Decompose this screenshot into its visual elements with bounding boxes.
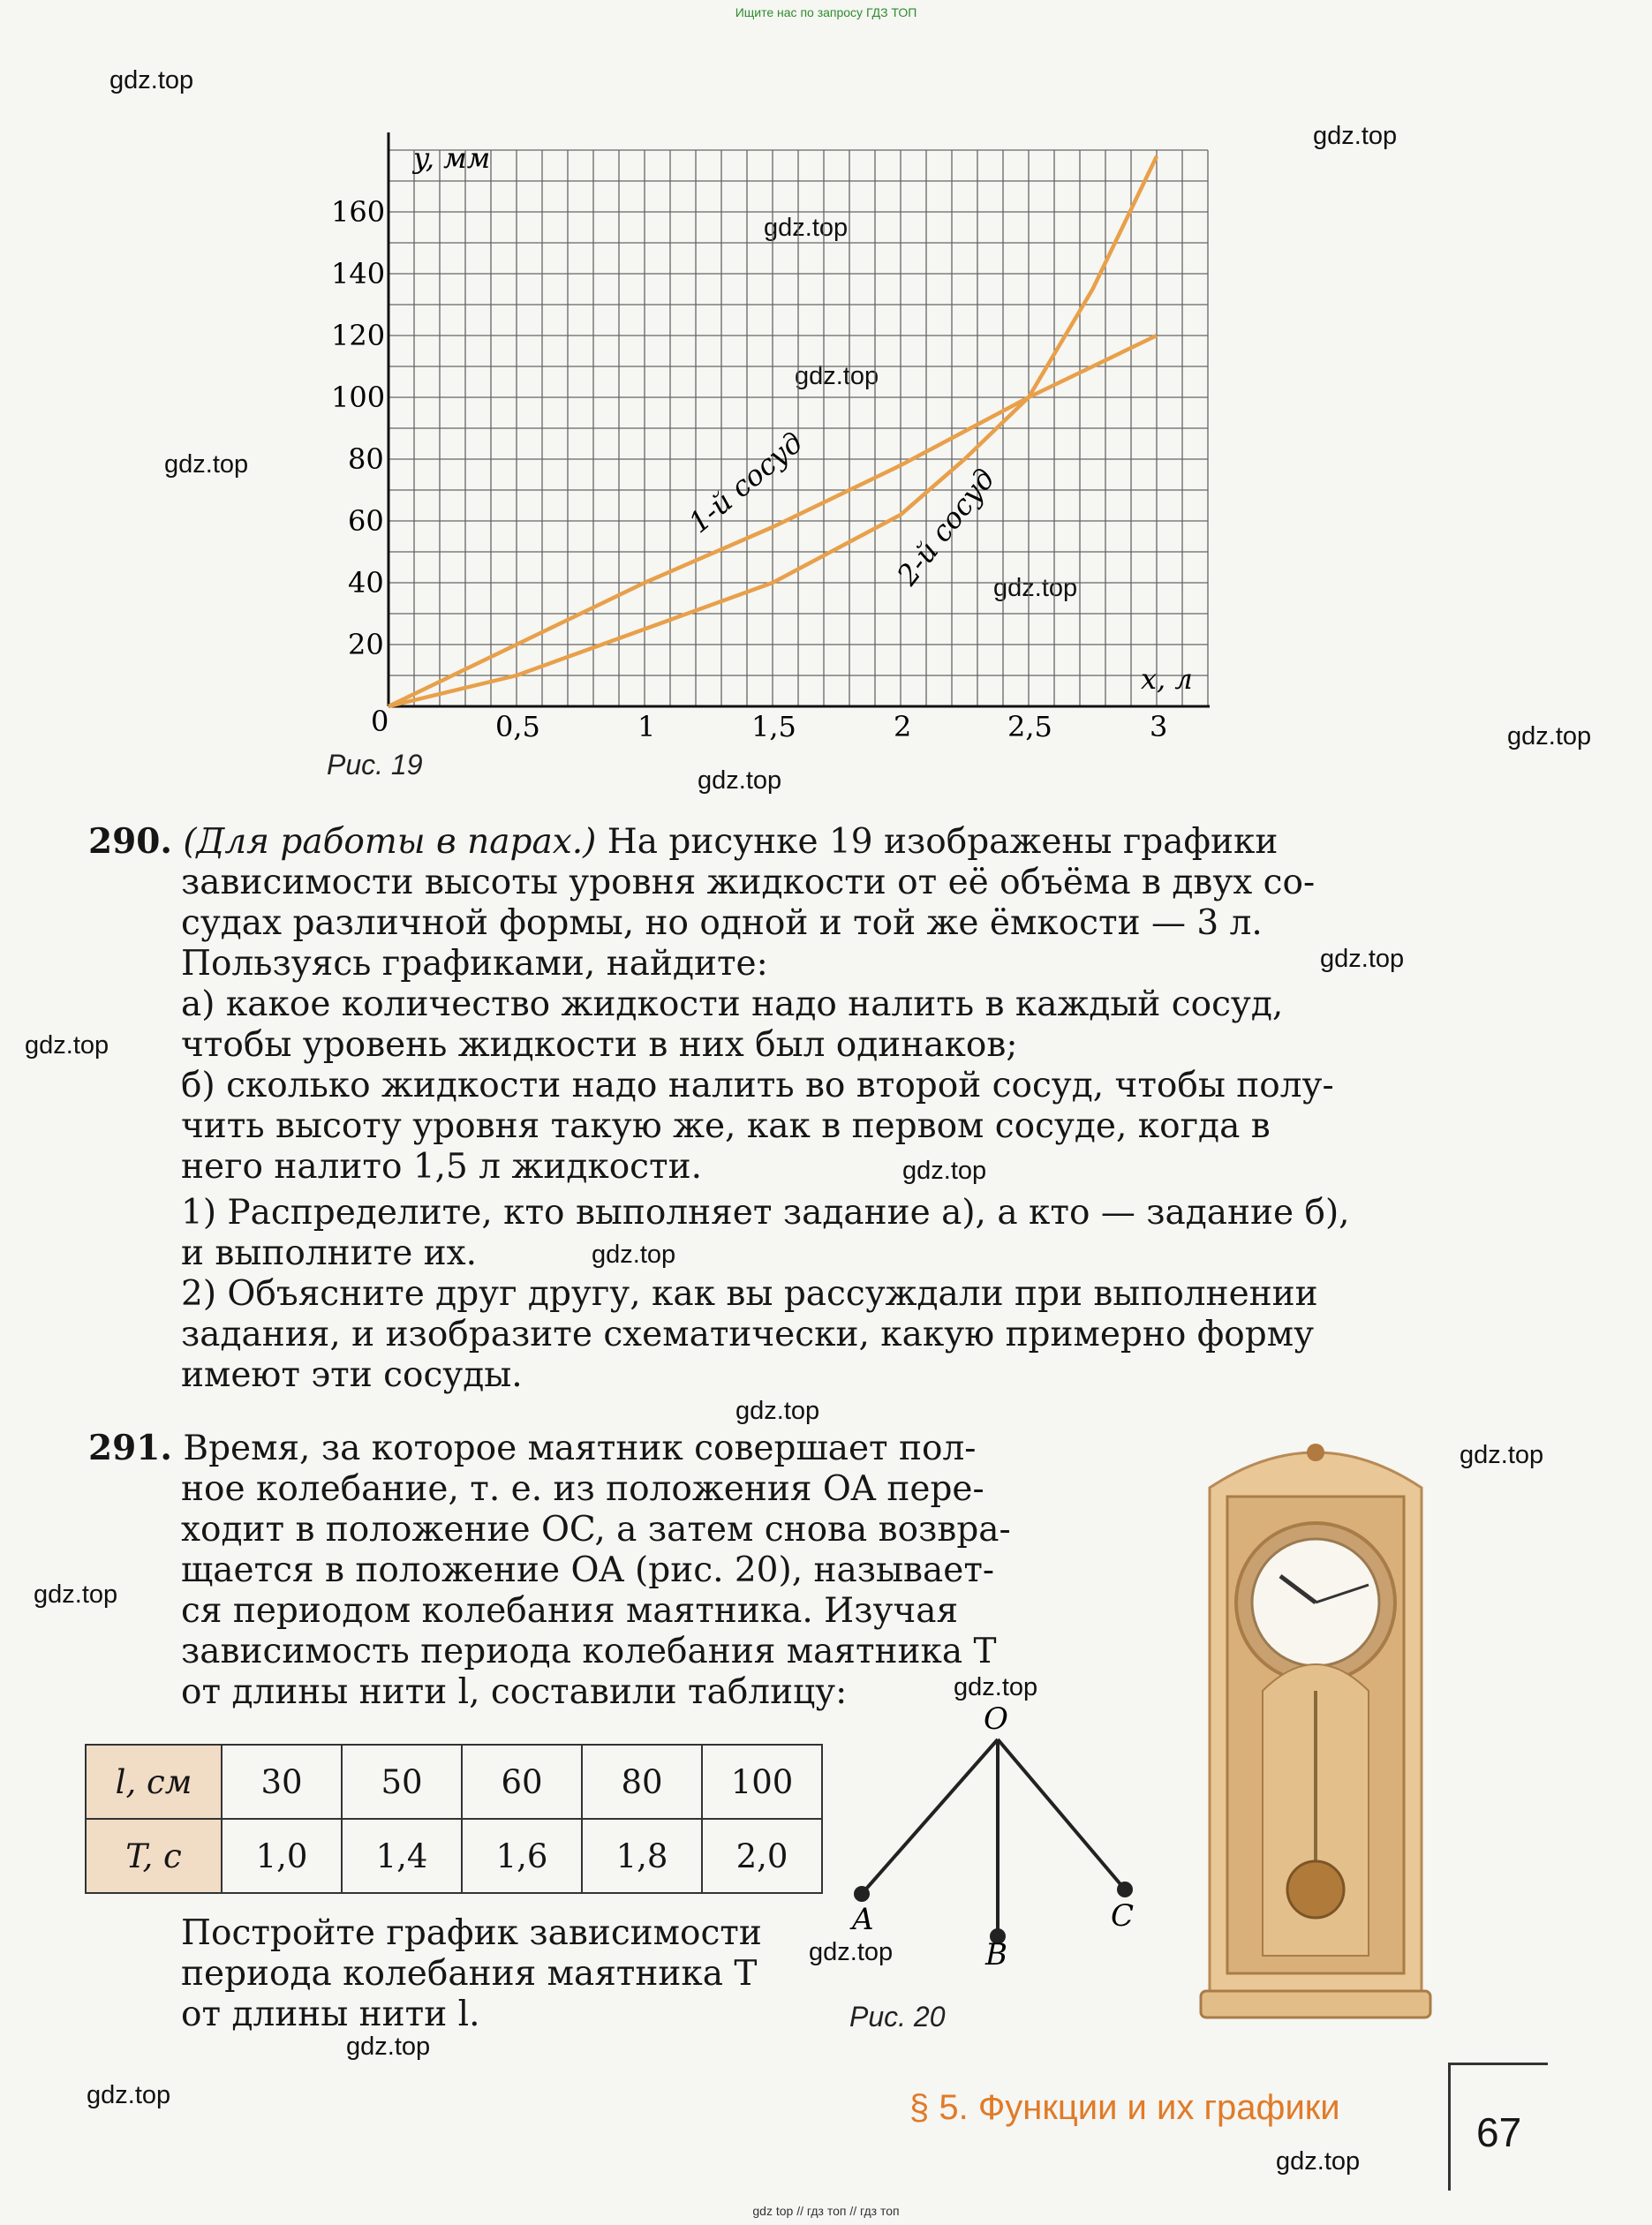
task-290-line: 2) Объясните друг другу, как вы рассуждали при выполнении [181,1274,1318,1314]
pendulum-table [85,1744,823,1894]
task-291-number: 291. [88,1428,172,1468]
x-tick-label: 3 [1150,710,1168,743]
table-cell: 1,4 [342,1819,462,1893]
table-cell: 60 [462,1745,582,1819]
task-290-line: задания, и изобразите схематически, какую примерно форму [181,1315,1315,1354]
bottom-watermark-note: gdz top // гдз топ // гдз топ [752,2204,900,2218]
table-cell: 1,8 [582,1819,702,1893]
task-290-line: Пользуясь графиками, найдите: [181,944,768,984]
task-291-line: ное колебание, т. е. из положения OA пере- [181,1469,984,1509]
site-watermark: gdz.top [109,66,194,94]
table-header-cell: l, см [86,1745,222,1819]
task-290-line: чить высоту уровня такую же, как в первом сосуде, когда в [181,1106,1271,1146]
site-watermark: gdz.top [87,2081,171,2109]
figure-19-chart [291,132,1210,768]
label-o: O [984,1701,1008,1737]
curve1-label: 1-й сосуд [682,425,810,540]
task-290 [88,821,1448,1396]
task-290-lead: (Для работы в парах.) [183,822,597,862]
pendulum-bob-icon [1287,1861,1344,1918]
table-cell: 50 [342,1745,462,1819]
section-title: § 5. Функции и их графики [909,2088,1340,2127]
task-290-line: 1) Распределите, кто выполняет задание а), а кто — задание б), [181,1193,1350,1233]
figure-20-pendulum-diagram [830,1700,1165,1965]
curve2-label: 2-й сосуд [890,462,1002,592]
x-axis-label: x, л [1141,662,1193,696]
figure-19-caption: Рис. 19 [327,749,423,781]
task-291-final-line: Постройте график зависимости [181,1913,762,1953]
site-watermark: gdz.top [592,1241,676,1269]
site-watermark: gdz.top [795,362,879,390]
table-cell: 30 [222,1745,342,1819]
chart-grid [388,150,1208,706]
task-291-final-line: периода колебания маятника T [181,1954,758,1994]
task-291-final-line: от длины нити l. [181,1995,480,2034]
y-tick-label: 80 [348,442,384,476]
site-watermark: gdz.top [698,766,782,795]
task-290-line: а) какое количество жидкости надо налить в каждый сосуд, [181,984,1284,1024]
task-291 [88,1428,1068,1713]
task-290-line: имеют эти сосуды. [181,1355,523,1395]
task-290-line: и выполните их. [181,1233,478,1273]
site-watermark: gdz.top [1507,722,1592,750]
site-watermark: gdz.top [346,2033,431,2061]
x-tick-label: 0,5 [495,710,540,743]
y-tick-label: 40 [348,566,384,600]
bob-c [1117,1882,1133,1897]
task-290-number: 290. [88,821,172,862]
y-tick-label: 120 [331,319,386,352]
table-cell: 1,6 [462,1819,582,1893]
site-watermark: gdz.top [764,214,849,242]
table-header-cell: T, с [86,1819,222,1893]
site-watermark: gdz.top [902,1157,987,1185]
task-291-line: ся периодом колебания маятника. Изучая [181,1591,959,1631]
x-tick-label: 2 [894,710,912,743]
table-cell: 2,0 [702,1819,822,1893]
task-290-line: На рисунке 19 изображены графики [607,822,1279,862]
task-291-line: зависимость периода колебания маятника T [181,1632,997,1671]
site-watermark: gdz.top [34,1580,118,1609]
string-oc [998,1739,1125,1889]
site-watermark: gdz.top [1276,2147,1361,2176]
y-tick-label: 60 [348,504,384,538]
label-a: A [852,1902,874,1937]
table-cell: 100 [702,1745,822,1819]
site-watermark: gdz.top [1313,122,1398,150]
site-watermark: gdz.top [809,1938,894,1966]
y-tick-label: 140 [331,257,386,290]
task-291-final [181,1913,817,2035]
label-b: B [985,1937,1007,1965]
site-watermark: gdz.top [25,1031,109,1060]
task-291-line: Время, за которое маятник совершает пол- [183,1429,977,1468]
table-cell: 80 [582,1745,702,1819]
chart-axes [381,132,1210,713]
task-290-line: зависимости высоты уровня жидкости от её объёма в двух со- [181,863,1316,902]
pendulum-clock-illustration [1183,1426,1448,2026]
label-c: C [1111,1898,1135,1934]
site-watermark: gdz.top [1460,1441,1544,1469]
string-oa [862,1739,998,1894]
x-tick-label: 1,5 [751,710,796,743]
x-tick-label: 1 [637,710,656,743]
site-watermark: gdz.top [993,574,1078,602]
task-290-line: чтобы уровень жидкости в них был одинаков; [181,1025,1018,1065]
site-watermark: gdz.top [954,1673,1038,1701]
site-watermark: gdz.top [1320,945,1405,973]
page-number: 67 [1476,2109,1522,2155]
task-291-line: щается в положение OA (рис. 20), называет- [181,1550,995,1590]
task-291-line: от длины нити l, составили таблицу: [181,1672,848,1712]
top-watermark-note: Ищите нас по запросу ГДЗ ТОП [735,5,917,19]
table-row [86,1819,822,1893]
bob-a [854,1886,870,1902]
y-tick-label: 160 [331,195,386,229]
task-290-line: судах различной формы, но одной и той же ёмкости — 3 л. [181,903,1263,943]
task-290-line: него налито 1,5 л жидкости. [181,1147,702,1187]
origin-label: 0 [371,705,389,738]
y-tick-label: 100 [331,381,386,414]
task-291-line: ходит в положение OC, а затем снова возвра- [181,1510,1011,1550]
x-tick-label: 2,5 [1007,710,1052,743]
task-290-line: б) сколько жидкости надо налить во второй сосуд, чтобы полу- [181,1066,1334,1105]
site-watermark: gdz.top [164,450,249,479]
y-tick-label: 20 [348,628,384,661]
y-axis-label: y, мм [413,141,491,175]
figure-20-caption: Рис. 20 [849,2001,946,2033]
table-cell: 1,0 [222,1819,342,1893]
table-row [86,1745,822,1819]
site-watermark: gdz.top [735,1397,820,1425]
